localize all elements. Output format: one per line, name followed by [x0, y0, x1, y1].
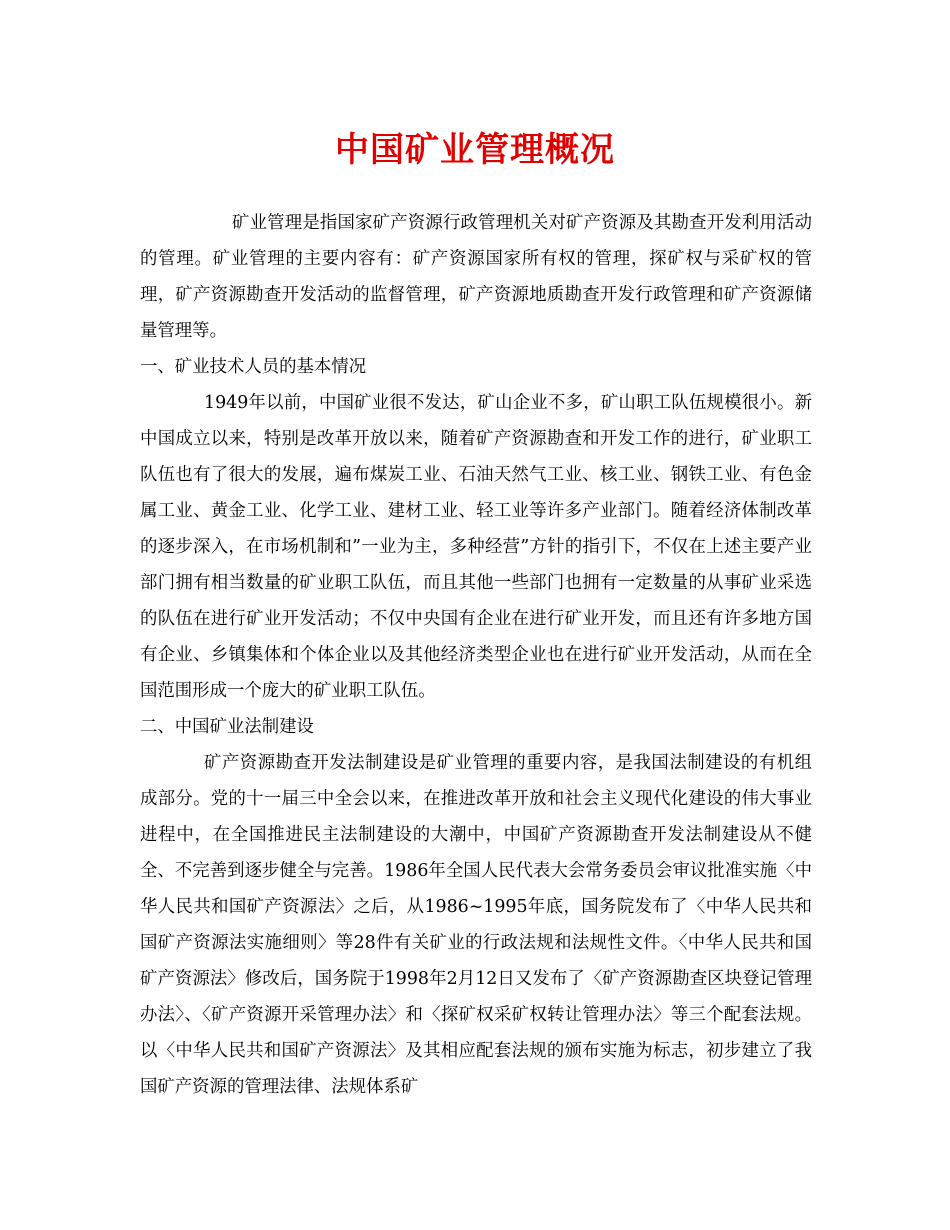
section-heading-1: 一、矿业技术人员的基本情况 [140, 357, 367, 377]
section-heading-2: 二、中国矿业法制建设 [140, 717, 314, 737]
document-body [140, 205, 812, 1105]
section-2-paragraph: 矿产资源勘查开发法制建设是矿业管理的重要内容，是我国法制建设的有机组成部分。党的十一届三中全会以来，在推进改革开放和社会主义现代化建设的伟大事业进程中，在全国推进民主法制建设的大潮中，中国矿产资源勘查开发法制建设从不健全、不完善到逐步健全与完善。1986年全国人民代表大会常务委员会审议批准实施〈中华人民共和国矿产资源法〉之后，从1986~1995年底，国务院发布了〈中华人民共和国矿产资源法实施细则〉等28件有关矿业的行政法规和法规性文件。〈中华人民共和国矿产资源法〉修改后，国务院于1998年2月12日又发布了〈矿产资源勘查区块登记管理办法〉、〈矿产资源开采管理办法〉和〈探矿权采矿权转让管理办法〉等三个配套法规。以〈中华人民共和国矿产资源法〉及其相应配套法规的颁布实施为标志，初步建立了我国矿产资源的管理法律、法规体系矿 [140, 753, 812, 1097]
intro-paragraph: 矿业管理是指国家矿产资源行政管理机关对矿产资源及其勘查开发利用活动的管理。矿业管理的主要内容有：矿产资源国家所有权的管理，探矿权与采矿权的管理，矿产资源勘查开发活动的监督管理，矿产资源地质勘查开发行政管理和矿产资源储量管理等。 [140, 213, 812, 341]
document-title: 中国矿业管理概况 [335, 130, 615, 170]
section-1-paragraph: 1949年以前，中国矿业很不发达，矿山企业不多，矿山职工队伍规模很小。新中国成立以来，特别是改革开放以来，随着矿产资源勘查和开发工作的进行，矿业职工队伍也有了很大的发展，遍布煤炭工业、石油天然气工业、核工业、钢铁工业、有色金属工业、黄金工业、化学工业、建材工业、轻工业等许多产业部门。随着经济体制改革的逐步深入，在市场机制和”一业为主，多种经营”方针的指引下，不仅在上述主要产业部门拥有相当数量的矿业职工队伍，而且其他一些部门也拥有一定数量的从事矿业采选的队伍在进行矿业开发活动；不仅中央国有企业在进行矿业开发，而且还有许多地方国有企业、乡镇集体和个体企业以及其他经济类型企业也在进行矿业开发活动，从而在全国范围形成一个庞大的矿业职工队伍。 [140, 393, 812, 701]
